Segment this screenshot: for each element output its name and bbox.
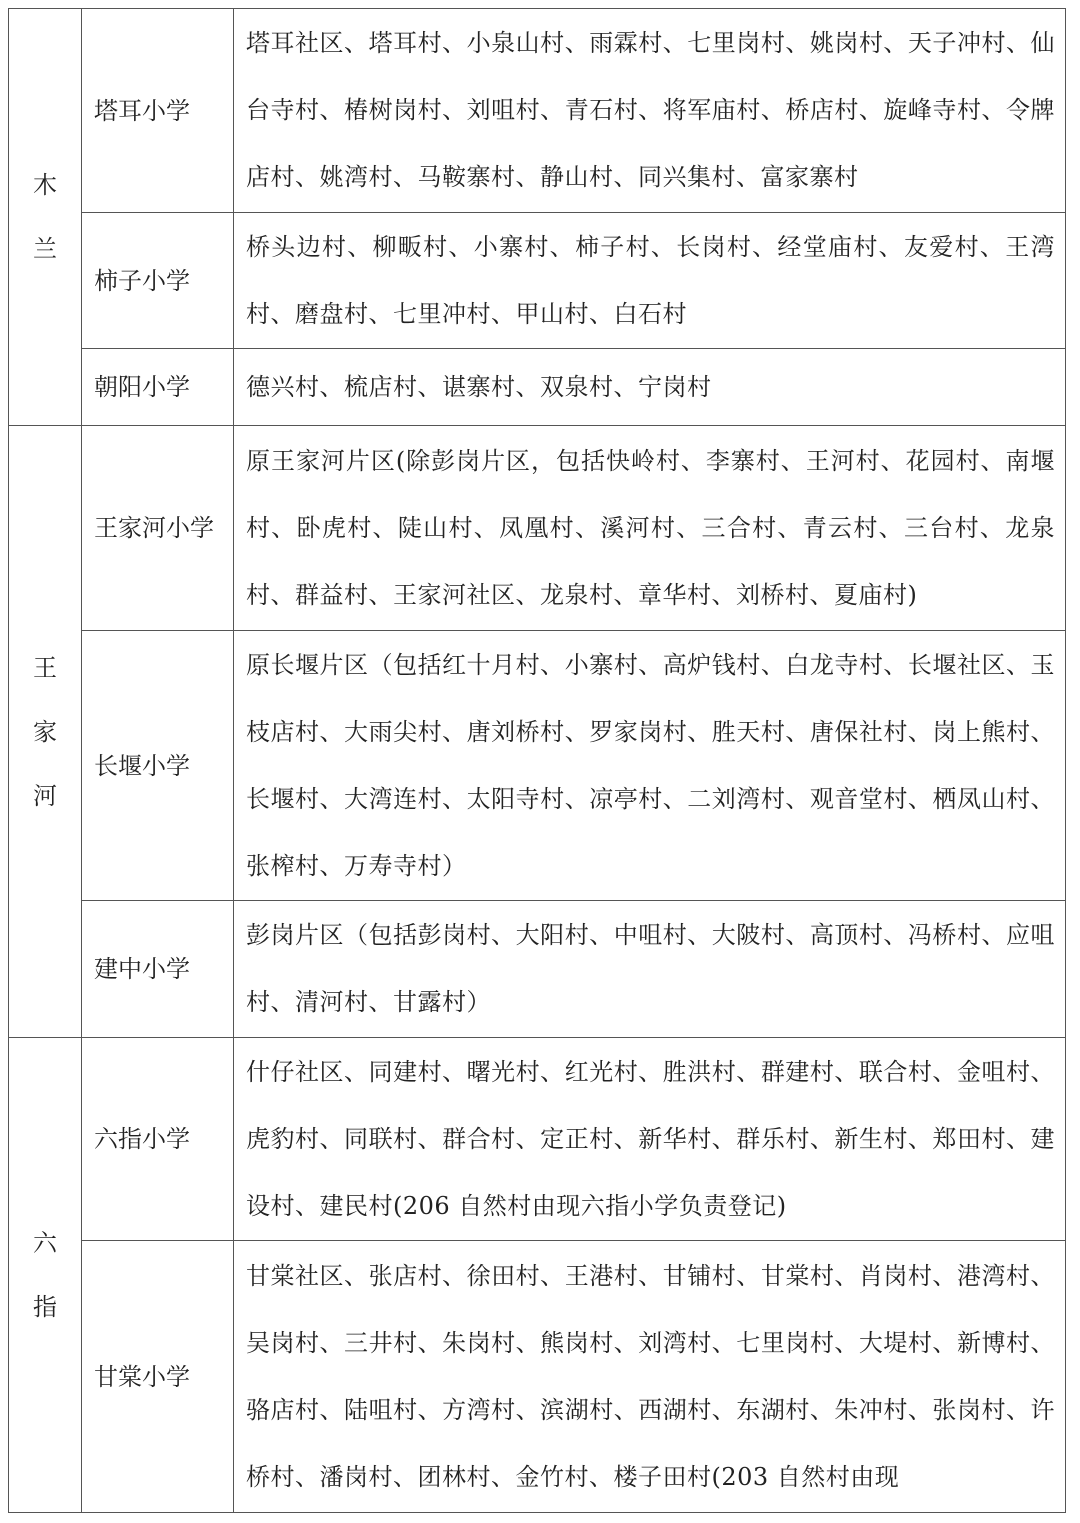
table-row xyxy=(9,1241,1066,1513)
town-char: 六 xyxy=(33,1229,57,1257)
school-name: 柿子小学 xyxy=(82,213,234,349)
table-row xyxy=(9,349,1066,426)
town-char: 指 xyxy=(33,1293,57,1321)
village-list: 原王家河片区(除彭岗片区，包括快岭村、李寨村、王河村、花园村、南堰村、卧虎村、陡山村、凤凰村、溪河村、三合村、青云村、三台村、龙泉村、群益村、王家河社区、龙泉村、章华村、刘桥村、夏庙村) xyxy=(234,426,1066,631)
school-name: 塔耳小学 xyxy=(82,9,234,213)
town-cell-liuzhi xyxy=(9,1038,82,1513)
school-name: 建中小学 xyxy=(82,901,234,1038)
town-cell-mulan xyxy=(9,9,82,426)
town-char: 家 xyxy=(33,717,57,746)
village-list: 塔耳社区、塔耳村、小泉山村、雨霖村、七里岗村、姚岗村、天子冲村、仙台寺村、椿树岗村、刘咀村、青石村、将军庙村、桥店村、旋峰寺村、令牌店村、姚湾村、马鞍寨村、静山村、同兴集村、富家寨村 xyxy=(234,9,1066,213)
table-row xyxy=(9,631,1066,901)
village-list: 原长堰片区（包括红十月村、小寨村、高炉钱村、白龙寺村、长堰社区、玉枝店村、大雨尖村、唐刘桥村、罗家岗村、胜天村、唐保社村、岗上熊村、长堰村、大湾连村、太阳寺村、凉亭村、二刘湾村、观音堂村、栖凤山村、张榨村、万寿寺村） xyxy=(234,631,1066,901)
school-name: 长堰小学 xyxy=(82,631,234,901)
town-char: 王 xyxy=(33,653,57,682)
table-row xyxy=(9,1038,1066,1241)
table-row xyxy=(9,426,1066,631)
school-name: 甘棠小学 xyxy=(82,1241,234,1513)
school-name: 王家河小学 xyxy=(82,426,234,631)
village-list: 德兴村、梳店村、谌寨村、双泉村、宁岗村 xyxy=(234,349,1066,426)
town-char: 兰 xyxy=(33,235,57,263)
school-name: 朝阳小学 xyxy=(82,349,234,426)
table-row xyxy=(9,213,1066,349)
village-list: 甘棠社区、张店村、徐田村、王港村、甘铺村、甘棠村、肖岗村、港湾村、吴岗村、三井村、朱岗村、熊岗村、刘湾村、七里岗村、大堤村、新博村、骆店村、陆咀村、方湾村、滨湖村、西湖村、东湖村、朱冲村、张岗村、许桥村、潘岗村、团林村、金竹村、楼子田村(203 自然村由现 xyxy=(234,1241,1066,1513)
school-district-table xyxy=(8,8,1066,1513)
village-list: 彭岗片区（包括彭岗村、大阳村、中咀村、大陂村、高顶村、冯桥村、应咀村、清河村、甘露村） xyxy=(234,901,1066,1038)
school-name: 六指小学 xyxy=(82,1038,234,1241)
table-row xyxy=(9,9,1066,213)
village-list: 桥头边村、柳畈村、小寨村、柿子村、长岗村、经堂庙村、友爱村、王湾村、磨盘村、七里冲村、甲山村、白石村 xyxy=(234,213,1066,349)
town-char: 木 xyxy=(33,171,57,199)
table-row xyxy=(9,901,1066,1038)
village-list: 什仔社区、同建村、曙光村、红光村、胜洪村、群建村、联合村、金咀村、虎豹村、同联村、群合村、定正村、新华村、群乐村、新生村、郑田村、建设村、建民村(206 自然村由现六指小学负责登记) xyxy=(234,1038,1066,1241)
town-cell-wangjiahe xyxy=(9,426,82,1038)
town-char: 河 xyxy=(33,781,57,810)
